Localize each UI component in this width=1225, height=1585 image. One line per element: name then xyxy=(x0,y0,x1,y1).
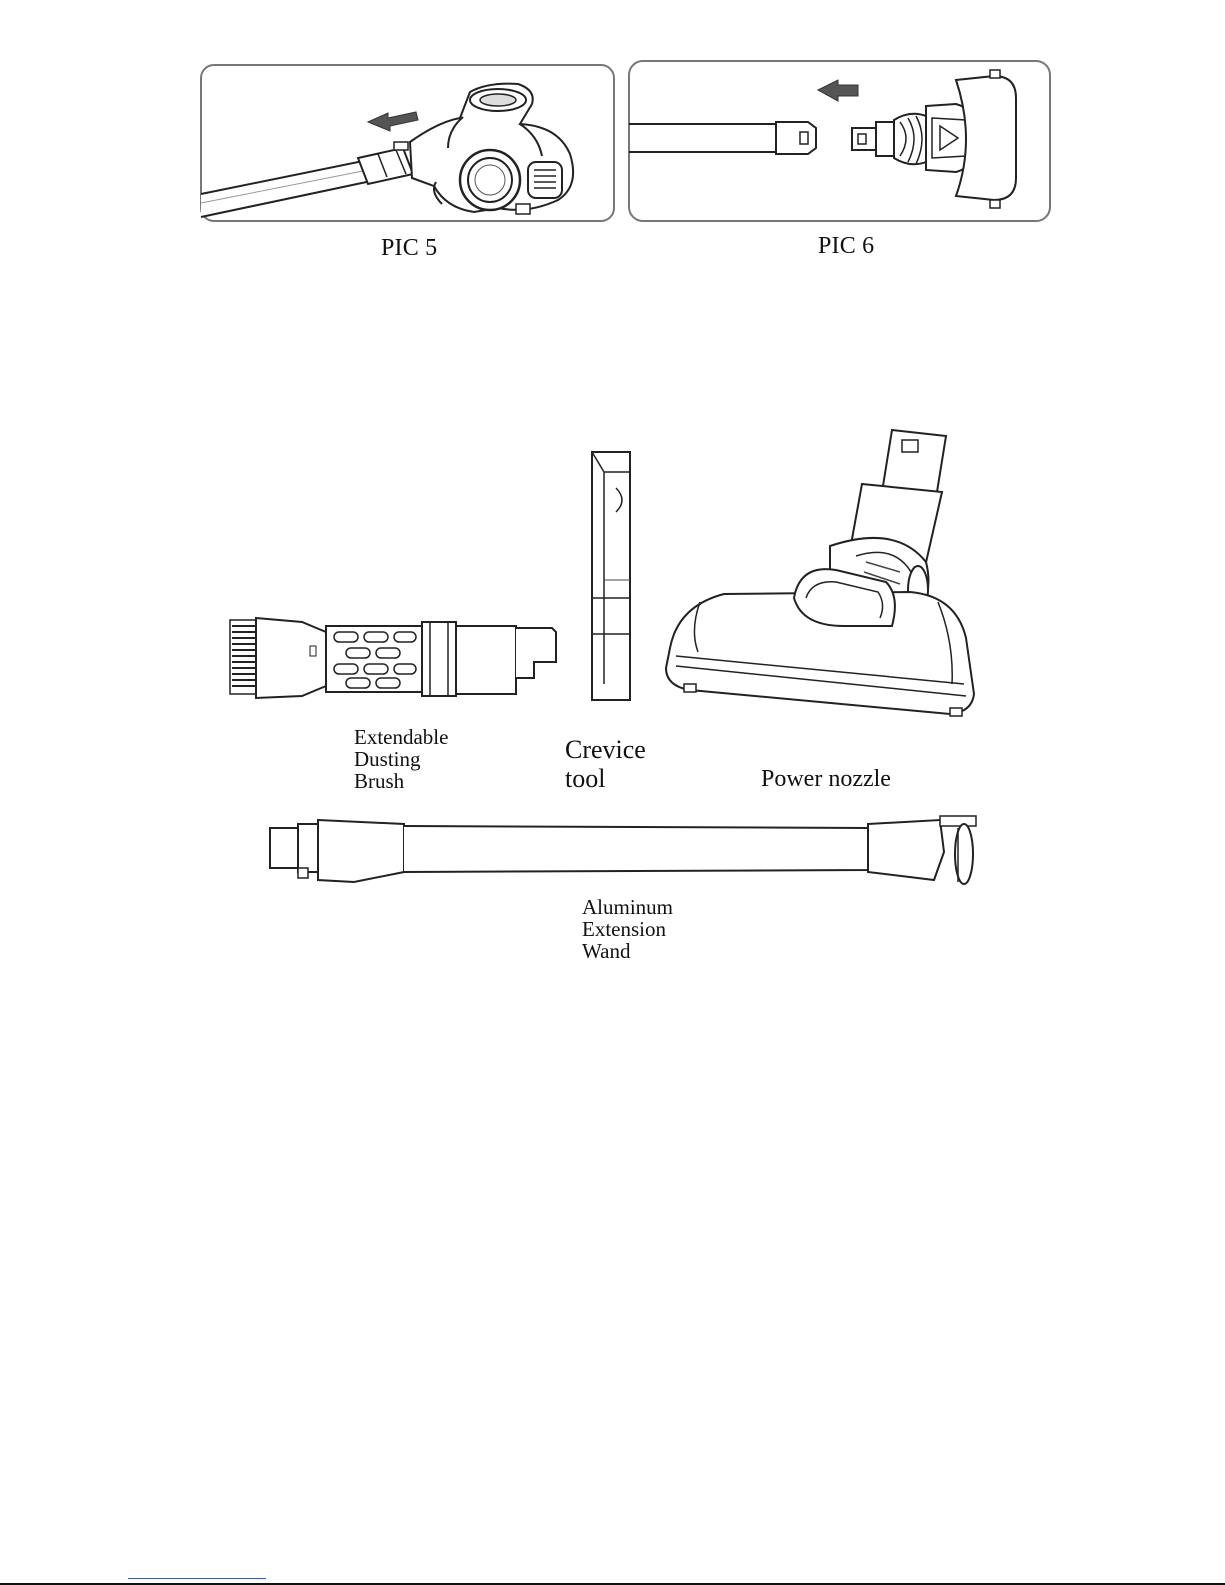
pic5-caption: PIC 5 xyxy=(381,235,438,261)
extension-wand-label xyxy=(582,896,673,962)
crevice-tool-label-line: Crevice xyxy=(565,735,646,764)
dusting-brush-label-line: Dusting xyxy=(354,747,421,772)
pic6-caption: PIC 6 xyxy=(818,233,875,259)
dusting-brush-illustration xyxy=(222,612,562,710)
extension-wand-label-line: Aluminum xyxy=(582,895,674,919)
extension-wand-label-line: Wand xyxy=(582,939,631,964)
crevice-tool-illustration xyxy=(584,448,634,704)
pic6-illustration xyxy=(626,58,1054,226)
dusting-brush-label-line: Brush xyxy=(354,769,405,794)
crevice-tool-label xyxy=(565,736,646,793)
extension-wand-label-line: Extension xyxy=(582,917,666,942)
extension-wand-illustration xyxy=(264,808,984,896)
crevice-tool-label-line: tool xyxy=(565,763,606,793)
dusting-brush-label xyxy=(354,726,448,792)
pic5-illustration xyxy=(198,62,618,226)
power-nozzle-illustration xyxy=(660,422,976,724)
footer-link-underline[interactable] xyxy=(128,1578,266,1579)
power-nozzle-label: Power nozzle xyxy=(761,766,891,792)
dusting-brush-label-line: Extendable xyxy=(354,725,449,749)
